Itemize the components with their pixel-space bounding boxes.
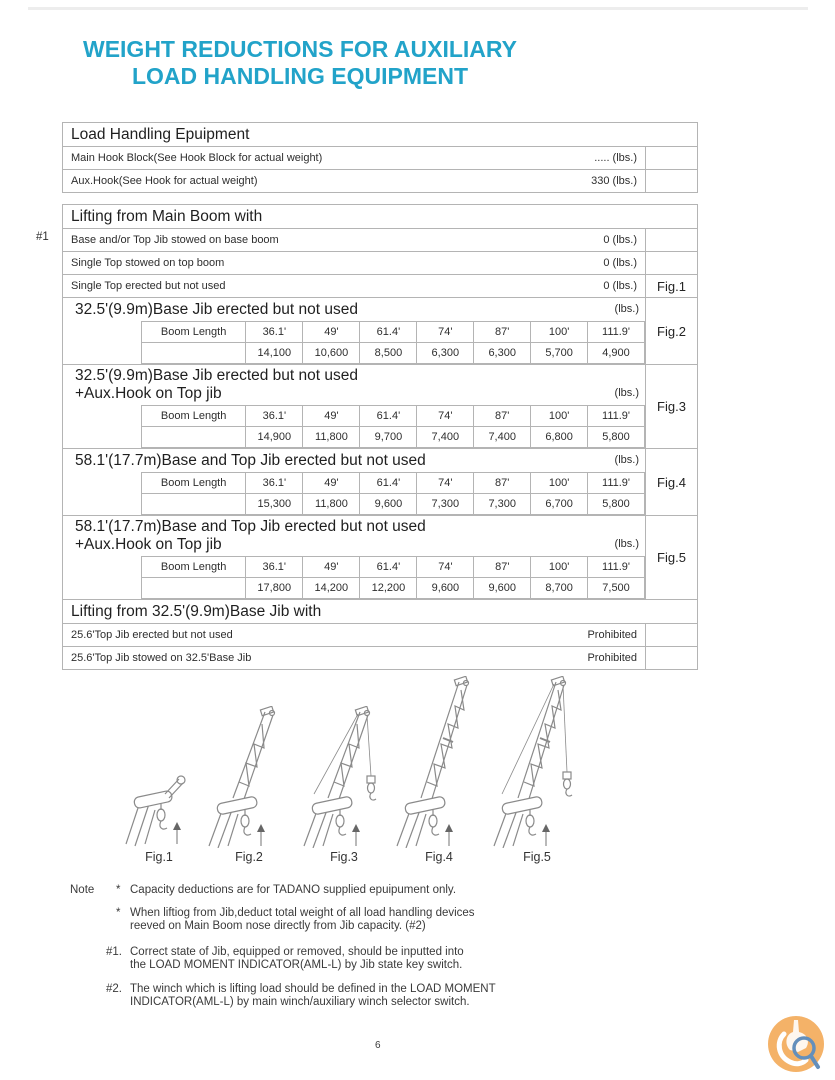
row-value: 330 (lbs.) — [591, 175, 637, 187]
section-title-line1: 58.1'(17.7m)Base and Top Jib erected but not used — [75, 452, 426, 469]
crane-base-jib-aux-hook-figure-icon — [298, 706, 390, 848]
boom-length-header: Boom Length — [142, 406, 246, 427]
boom-length-tick: 74' — [417, 322, 474, 343]
figure-4 — [391, 676, 487, 864]
fig-ref-cell — [646, 252, 698, 275]
fig-ref-cell — [646, 229, 698, 252]
figure-5 — [488, 676, 586, 864]
weight-value: 7,400 — [417, 427, 474, 448]
weight-value: 10,600 — [303, 343, 360, 364]
boom-length-header: Boom Length — [142, 473, 246, 494]
weight-value: 15,300 — [246, 494, 303, 515]
empty-cell — [142, 578, 246, 599]
row-value: 0 (lbs.) — [603, 234, 637, 246]
row-value: 0 (lbs.) — [603, 257, 637, 269]
table2-header: Lifting from Main Boom with — [63, 205, 698, 229]
weight-value: 5,800 — [588, 494, 645, 515]
boom-length-header: Boom Length — [142, 557, 246, 578]
boom-length-tick: 61.4' — [360, 406, 417, 427]
fig-ref-cell: Fig.4 — [646, 449, 698, 516]
weight-value: 6,300 — [417, 343, 474, 364]
note-label-spacer — [70, 983, 106, 1010]
note-text-line: reeved on Main Boom nose directly from Jib capacity. (#2) — [130, 920, 426, 932]
note-text-line: INDICATOR(AML-L) by main winch/auxiliary winch selector switch. — [130, 996, 470, 1008]
boom-length-tick: 100' — [531, 406, 588, 427]
boom-length-table — [141, 556, 645, 599]
row-label: Single Top stowed on top boom — [71, 257, 225, 269]
page-number: 6 — [375, 1040, 381, 1051]
row-label: 25.6'Top Jib erected but not used — [71, 629, 233, 641]
boom-length-tick: 61.4' — [360, 322, 417, 343]
figure-caption: Fig.2 — [235, 850, 263, 864]
figure-2 — [203, 706, 295, 864]
weight-value: 7,500 — [588, 578, 645, 599]
boom-length-tick: 49' — [303, 322, 360, 343]
table1-header: Load Handling Epuipment — [63, 123, 698, 147]
table2-footer-header: Lifting from 32.5'(9.9m)Base Jib with — [63, 600, 698, 624]
weight-value: 12,200 — [360, 578, 417, 599]
boom-length-tick: 111.9' — [588, 406, 645, 427]
table-row — [63, 647, 698, 670]
page-title — [70, 36, 530, 90]
boom-length-tick: 100' — [531, 473, 588, 494]
crane-base-jib-figure-icon — [203, 706, 295, 848]
weight-value: 6,800 — [531, 427, 588, 448]
weight-value: 14,100 — [246, 343, 303, 364]
load-handling-equipment-table — [62, 122, 698, 193]
margin-ref-1: #1 — [36, 231, 49, 243]
section-title-line1: 58.1'(17.7m)Base and Top Jib erected but not used — [75, 518, 426, 535]
boom-length-tick: 36.1' — [246, 322, 303, 343]
note-label-spacer — [70, 907, 116, 934]
boom-length-tick: 36.1' — [246, 406, 303, 427]
boom-length-table — [141, 405, 645, 448]
weight-value: 5,800 — [588, 427, 645, 448]
boom-length-tick: 111.9' — [588, 557, 645, 578]
boom-length-table — [141, 472, 645, 515]
note-text-line: The winch which is lifting load should be defined in the LOAD MOMENT — [130, 982, 496, 995]
note-text — [130, 946, 464, 973]
row-value: Prohibited — [587, 629, 637, 641]
note-label: Note — [70, 884, 95, 896]
note-text-line: When liftiog from Jib,deduct total weight of all load handling devices — [130, 906, 475, 919]
weight-value: 7,300 — [474, 494, 531, 515]
row-value: 0 (lbs.) — [603, 280, 637, 292]
empty-cell — [142, 427, 246, 448]
weight-value: 9,600 — [360, 494, 417, 515]
row-value: Prohibited — [587, 652, 637, 664]
weight-value: 6,300 — [474, 343, 531, 364]
boom-length-tick: 87' — [474, 557, 531, 578]
fig-ref-cell: Fig.3 — [646, 365, 698, 449]
asterisk-marker: * — [116, 884, 121, 896]
boom-length-tick: 87' — [474, 473, 531, 494]
note-label-spacer — [70, 946, 106, 973]
figure-caption: Fig.3 — [330, 850, 358, 864]
watermark-logo — [764, 1012, 828, 1080]
weight-value: 11,800 — [303, 494, 360, 515]
weight-value: 11,800 — [303, 427, 360, 448]
boom-length-tick: 100' — [531, 322, 588, 343]
table-row — [63, 252, 698, 275]
section-row — [63, 449, 698, 516]
notes-section — [70, 884, 560, 1010]
section-row — [63, 365, 698, 449]
fig-ref-cell — [646, 647, 698, 670]
figure-3 — [298, 706, 390, 864]
crane-base-top-jib-aux-hook-figure-icon — [488, 676, 586, 848]
boom-length-tick: 36.1' — [246, 473, 303, 494]
section-title — [63, 516, 645, 554]
fig-ref-cell — [646, 170, 698, 193]
empty-cell — [142, 494, 246, 515]
boom-length-tick: 100' — [531, 557, 588, 578]
row-value: ..... (lbs.) — [594, 152, 637, 164]
section-title — [63, 449, 645, 470]
row-label: Aux.Hook(See Hook for actual weight) — [71, 175, 258, 187]
fig-ref-cell — [646, 624, 698, 647]
lifting-from-main-boom-table — [62, 204, 698, 670]
section-row — [63, 298, 698, 365]
unit-label: (lbs.) — [614, 538, 639, 550]
table-row — [63, 170, 698, 193]
row-label: Single Top erected but not used — [71, 280, 226, 292]
scan-artifact — [28, 7, 808, 10]
weight-value: 6,700 — [531, 494, 588, 515]
ref-marker: #1. — [106, 945, 122, 958]
boom-length-tick: 61.4' — [360, 557, 417, 578]
weight-value: 7,300 — [417, 494, 474, 515]
boom-length-tick: 87' — [474, 322, 531, 343]
figure-caption: Fig.4 — [425, 850, 453, 864]
weight-value: 9,600 — [474, 578, 531, 599]
table-row — [63, 275, 698, 298]
boom-length-tick: 49' — [303, 406, 360, 427]
weight-value: 9,700 — [360, 427, 417, 448]
fig-ref-cell: Fig.5 — [646, 516, 698, 600]
section-title — [63, 298, 645, 319]
boom-length-tick: 74' — [417, 473, 474, 494]
row-label: Main Hook Block(See Hook Block for actual weight) — [71, 152, 323, 164]
boom-length-tick: 61.4' — [360, 473, 417, 494]
boom-length-tick: 74' — [417, 557, 474, 578]
boom-length-tick: 49' — [303, 473, 360, 494]
crane-site-logo-icon — [764, 1012, 828, 1076]
note-text-line: the LOAD MOMENT INDICATOR(AML-L) by Jib state key switch. — [130, 959, 463, 971]
weight-value: 7,400 — [474, 427, 531, 448]
section-row — [63, 516, 698, 600]
figure-caption: Fig.1 — [145, 850, 173, 864]
row-label: 25.6'Top Jib stowed on 32.5'Base Jib — [71, 652, 252, 664]
boom-length-table — [141, 321, 645, 364]
note-text — [130, 983, 496, 1010]
note-text: Capacity deductions are for TADANO supplied epuipument only. — [130, 884, 457, 896]
section-title-line1: 32.5'(9.9m)Base Jib erected but not used — [75, 367, 358, 384]
boom-length-tick: 111.9' — [588, 473, 645, 494]
weight-value: 14,900 — [246, 427, 303, 448]
note-text — [130, 907, 475, 934]
ref-marker: #2. — [106, 982, 122, 995]
table-row — [63, 229, 698, 252]
unit-label: (lbs.) — [614, 454, 639, 466]
boom-length-tick: 49' — [303, 557, 360, 578]
section-title-line1: 32.5'(9.9m)Base Jib erected but not used — [75, 301, 358, 318]
weight-value: 17,800 — [246, 578, 303, 599]
table-row — [63, 624, 698, 647]
crane-single-top-figure-icon — [118, 772, 200, 848]
figure-1 — [118, 772, 200, 864]
figure-caption: Fig.5 — [523, 850, 551, 864]
section-title-line2: +Aux.Hook on Top jib — [75, 536, 222, 553]
unit-label: (lbs.) — [614, 387, 639, 399]
weight-value: 5,700 — [531, 343, 588, 364]
boom-length-tick: 87' — [474, 406, 531, 427]
fig-ref-cell: Fig.2 — [646, 298, 698, 365]
weight-value: 4,900 — [588, 343, 645, 364]
section-title-line2: +Aux.Hook on Top jib — [75, 385, 222, 402]
page-title-line2: LOAD HANDLING EQUIPMENT — [131, 63, 469, 89]
crane-base-top-jib-figure-icon — [391, 676, 487, 848]
boom-length-tick: 36.1' — [246, 557, 303, 578]
row-label: Base and/or Top Jib stowed on base boom — [71, 234, 279, 246]
weight-value: 9,600 — [417, 578, 474, 599]
weight-value: 8,700 — [531, 578, 588, 599]
fig-ref-cell — [646, 147, 698, 170]
section-title — [63, 365, 645, 403]
page-title-line1: WEIGHT REDUCTIONS FOR AUXILIARY — [82, 36, 517, 62]
note-text-line: Correct state of Jib, equipped or removed, should be inputted into — [130, 945, 464, 958]
boom-length-header: Boom Length — [142, 322, 246, 343]
empty-cell — [142, 343, 246, 364]
boom-length-tick: 111.9' — [588, 322, 645, 343]
boom-length-tick: 74' — [417, 406, 474, 427]
weight-value: 14,200 — [303, 578, 360, 599]
unit-label: (lbs.) — [614, 303, 639, 315]
fig-ref-cell: Fig.1 — [646, 275, 698, 298]
table-row — [63, 147, 698, 170]
asterisk-marker: * — [116, 906, 121, 919]
weight-value: 8,500 — [360, 343, 417, 364]
